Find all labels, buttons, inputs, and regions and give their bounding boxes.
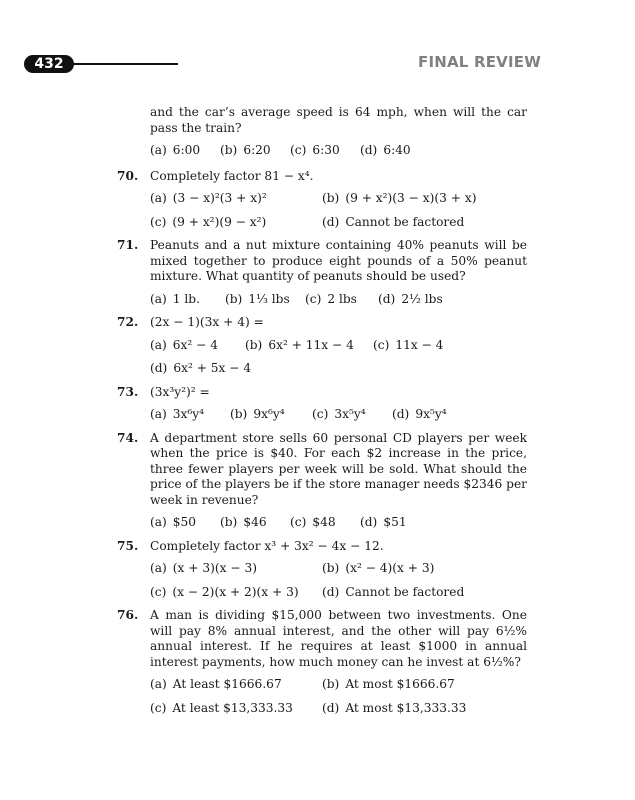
question-69-continuation	[117, 105, 527, 159]
option-text: 6:40	[383, 143, 411, 157]
option-text: $50	[172, 515, 197, 529]
option-label: (b)	[230, 407, 248, 421]
answer-option	[150, 515, 220, 531]
answer-option	[150, 191, 322, 207]
option-text: 9x⁵y⁴	[415, 407, 447, 421]
option-text: 9x⁶y⁴	[253, 407, 285, 421]
option-label: (b)	[322, 561, 340, 575]
option-label: (b)	[220, 515, 238, 529]
option-label: (b)	[220, 143, 238, 157]
option-label: (c)	[150, 700, 167, 715]
option-text: 6x² + 5x − 4	[173, 361, 252, 375]
answer-option	[230, 407, 312, 423]
answer-option	[373, 338, 473, 354]
option-text: At most $1666.67	[345, 677, 455, 691]
option-text: (x² − 4)(x + 3)	[345, 561, 435, 575]
answer-option	[150, 585, 322, 601]
option-text: 3x⁵y⁴	[334, 407, 366, 421]
option-label: (d)	[378, 291, 396, 306]
option-text: At most $13,333.33	[345, 700, 467, 715]
answer-option	[312, 407, 392, 423]
option-label: (a)	[150, 561, 167, 575]
option-text: 6:30	[312, 143, 340, 157]
question-71	[117, 238, 527, 307]
question-stem: Peanuts and a nut mixture containing 40% peanuts will be mixed together to produce eight pounds of a 50% peanut mixture. What quantity of peanuts should be used?	[150, 238, 527, 283]
answer-option	[322, 701, 522, 717]
answer-option	[378, 292, 458, 308]
option-label: (a)	[150, 337, 167, 352]
answer-options	[150, 338, 527, 377]
option-label: (c)	[373, 337, 390, 352]
option-label: (d)	[360, 143, 378, 157]
option-text: 1⅓ lbs	[248, 291, 290, 306]
option-text: (9 + x²)(9 − x²)	[172, 214, 267, 229]
option-text: 6x² − 4	[172, 337, 219, 352]
answer-option	[392, 407, 472, 423]
option-text: 1 lb.	[172, 291, 200, 306]
answer-option	[150, 561, 322, 577]
question-number: 76.	[117, 608, 139, 622]
answer-option	[360, 143, 430, 159]
answer-options	[150, 143, 527, 159]
option-text: 6x² + 11x − 4	[268, 337, 354, 352]
option-text: (9 + x²)(3 − x)(3 + x)	[345, 191, 477, 205]
option-label: (c)	[290, 143, 307, 157]
page-header	[0, 52, 635, 76]
option-text: $48	[312, 515, 336, 529]
option-text: Cannot be factored	[345, 214, 465, 229]
option-text: At least $1666.67	[172, 677, 282, 691]
answer-option	[360, 515, 430, 531]
question-70	[117, 169, 527, 231]
option-label: (c)	[312, 407, 329, 421]
question-stem: Completely factor x³ + 3x² − 4x − 12.	[150, 538, 384, 553]
option-label: (a)	[150, 407, 167, 421]
option-label: (a)	[150, 191, 167, 205]
answer-option	[150, 338, 245, 354]
answer-option	[150, 701, 322, 717]
option-text: (x − 2)(x + 2)(x + 3)	[172, 584, 299, 599]
option-label: (a)	[150, 677, 167, 691]
question-number: 73.	[117, 384, 139, 399]
question-74	[117, 431, 527, 531]
question-75	[117, 539, 527, 601]
answer-options	[150, 191, 527, 230]
question-72	[117, 315, 527, 377]
option-label: (c)	[305, 291, 322, 306]
question-number: 74.	[117, 430, 139, 445]
answer-option	[150, 143, 220, 159]
option-label: (d)	[150, 361, 168, 375]
question-stem: and the car’s average speed is 64 mph, when will the car pass the train?	[150, 105, 527, 135]
question-stem: A department store sells 60 personal CD players per week when the price is $40. For each $2 increase in the price, three fewer players per week will be sold. What should the price of the players be if the store manager needs $2346 per week in revenue?	[150, 430, 527, 507]
option-text: At least $13,333.33	[172, 700, 293, 715]
option-text: 11x − 4	[395, 337, 444, 352]
option-text: $51	[383, 515, 407, 529]
option-text: $46	[243, 515, 267, 529]
option-label: (d)	[322, 700, 340, 715]
option-text: 2½ lbs	[401, 291, 443, 306]
answer-option	[220, 143, 290, 159]
option-label: (d)	[322, 584, 340, 599]
answer-option	[322, 677, 522, 693]
answer-options	[150, 677, 527, 716]
question-stem: Completely factor 81 − x⁴.	[150, 168, 314, 183]
option-label: (b)	[225, 291, 243, 306]
option-label: (d)	[360, 515, 378, 529]
question-number: 72.	[117, 315, 139, 329]
answer-option	[322, 585, 522, 601]
question-76	[117, 608, 527, 716]
question-73	[117, 385, 527, 423]
question-number: 70.	[117, 168, 139, 183]
answer-option	[245, 338, 373, 354]
answer-option	[290, 515, 360, 531]
option-text: (3 − x)²(3 + x)²	[172, 191, 267, 205]
question-stem: A man is dividing $15,000 between two investments. One will pay 8% annual interest, and the other will pay 6½% annual interest. If he requires at least $1000 in annual interest payments, how much money can he invest at 6½%?	[150, 608, 527, 669]
answer-options	[150, 407, 527, 423]
option-label: (c)	[150, 214, 167, 229]
option-text: 6:00	[172, 143, 201, 157]
page-number-badge: 432	[24, 55, 74, 73]
header-rule	[66, 63, 178, 65]
option-text: 2 lbs	[327, 291, 357, 306]
question-stem: (2x − 1)(3x + 4) =	[150, 315, 264, 329]
answer-options	[150, 561, 527, 600]
option-label: (c)	[150, 584, 167, 599]
option-text: 3x⁶y⁴	[172, 407, 205, 421]
answer-option	[150, 407, 230, 423]
option-label: (d)	[392, 407, 410, 421]
option-label: (a)	[150, 515, 167, 529]
answer-options	[150, 515, 527, 531]
question-stem: (3x³y²)² =	[150, 384, 210, 399]
answer-option	[322, 561, 522, 577]
answer-option	[322, 215, 522, 231]
answer-option	[290, 143, 360, 159]
option-label: (a)	[150, 291, 167, 306]
answer-option	[150, 361, 252, 377]
option-text: Cannot be factored	[345, 584, 465, 599]
question-list	[117, 105, 527, 724]
answer-option	[322, 191, 522, 207]
option-label: (b)	[245, 337, 263, 352]
option-label: (b)	[322, 677, 340, 691]
option-label: (a)	[150, 143, 167, 157]
question-number: 71.	[117, 238, 139, 252]
answer-option	[305, 292, 378, 308]
option-label: (d)	[322, 214, 340, 229]
answer-option	[150, 292, 225, 308]
option-label: (c)	[290, 515, 307, 529]
option-text: (x + 3)(x − 3)	[172, 561, 257, 575]
answer-option	[150, 677, 322, 693]
option-text: 6:20	[243, 143, 271, 157]
answer-option	[220, 515, 290, 531]
option-label: (b)	[322, 191, 340, 205]
question-number: 75.	[117, 538, 139, 553]
answer-option	[150, 215, 322, 231]
answer-option	[225, 292, 305, 308]
section-title: FINAL REVIEW	[418, 53, 541, 71]
answer-options	[150, 292, 527, 308]
